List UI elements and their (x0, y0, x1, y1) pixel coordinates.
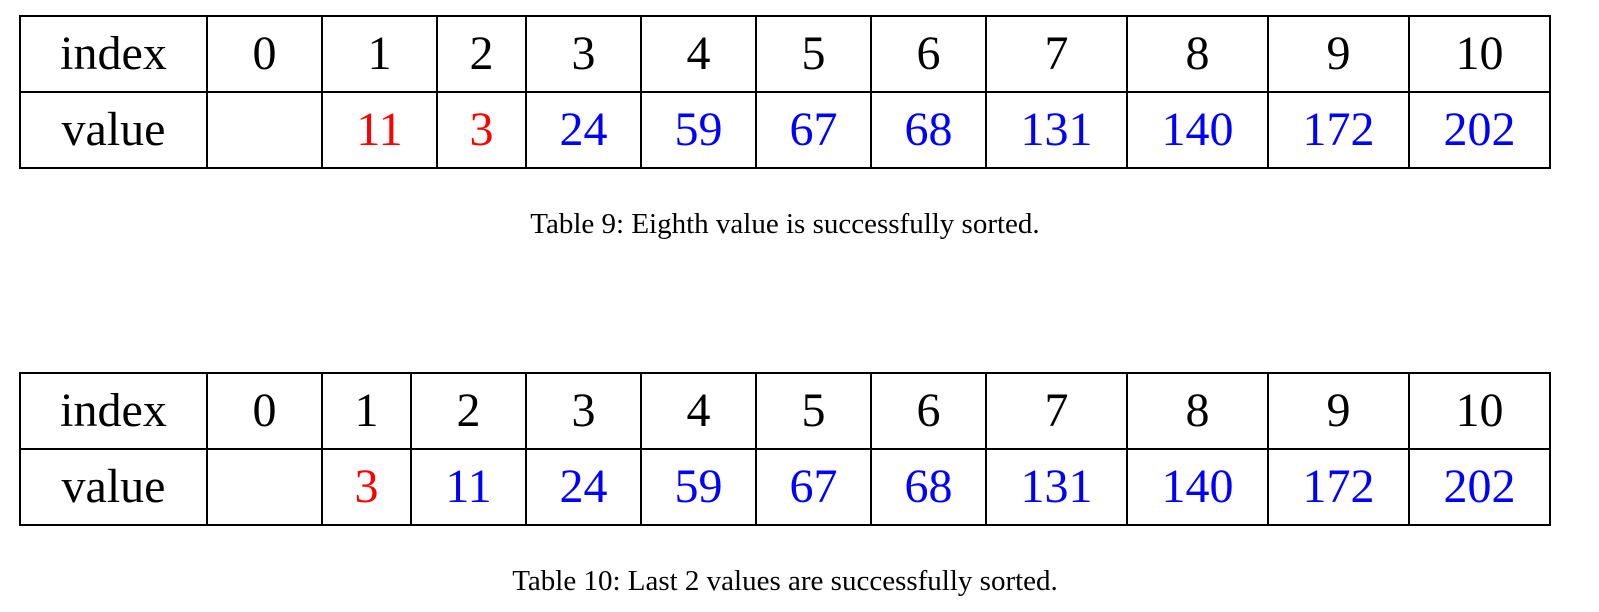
index-cell: 10 (1409, 373, 1550, 449)
index-cell: 1 (322, 373, 411, 449)
index-row (20, 373, 1550, 449)
value-cell: 131 (986, 449, 1127, 525)
value-cell: 140 (1127, 92, 1268, 168)
value-cell: 67 (756, 92, 871, 168)
index-row-label: index (20, 373, 207, 449)
index-cell: 6 (871, 16, 986, 92)
value-cell: 3 (437, 92, 526, 168)
value-cell (207, 92, 322, 168)
value-cell: 59 (641, 449, 756, 525)
index-cell: 2 (437, 16, 526, 92)
index-cell: 9 (1268, 16, 1409, 92)
index-cell: 4 (641, 16, 756, 92)
index-cell: 1 (322, 16, 437, 92)
value-cell: 3 (322, 449, 411, 525)
index-cell: 0 (207, 373, 322, 449)
value-cell: 24 (526, 449, 641, 525)
index-cell: 8 (1127, 373, 1268, 449)
index-cell: 3 (526, 16, 641, 92)
index-row (20, 16, 1550, 92)
value-cell: 140 (1127, 449, 1268, 525)
value-row (20, 449, 1550, 525)
value-cell: 202 (1409, 92, 1550, 168)
value-cell (207, 449, 322, 525)
value-cell: 202 (1409, 449, 1550, 525)
index-cell: 5 (756, 373, 871, 449)
index-cell: 10 (1409, 16, 1550, 92)
table-10 (19, 372, 1551, 526)
index-cell: 3 (526, 373, 641, 449)
value-cell: 68 (871, 449, 986, 525)
table-9 (19, 15, 1551, 169)
index-cell: 5 (756, 16, 871, 92)
value-cell: 11 (322, 92, 437, 168)
value-cell: 172 (1268, 449, 1409, 525)
index-cell: 2 (411, 373, 526, 449)
index-cell: 9 (1268, 373, 1409, 449)
index-cell: 4 (641, 373, 756, 449)
table-9-caption: Table 9: Eighth value is successfully sorted. (530, 208, 1040, 240)
index-cell: 6 (871, 373, 986, 449)
value-row (20, 92, 1550, 168)
value-row-label: value (20, 92, 207, 168)
table-10-caption: Table 10: Last 2 values are successfully sorted. (512, 565, 1058, 597)
value-cell: 11 (411, 449, 526, 525)
value-cell: 131 (986, 92, 1127, 168)
value-cell: 67 (756, 449, 871, 525)
index-cell: 8 (1127, 16, 1268, 92)
index-cell: 7 (986, 373, 1127, 449)
value-cell: 24 (526, 92, 641, 168)
value-cell: 68 (871, 92, 986, 168)
index-cell: 7 (986, 16, 1127, 92)
index-cell: 0 (207, 16, 322, 92)
value-cell: 172 (1268, 92, 1409, 168)
value-cell: 59 (641, 92, 756, 168)
index-row-label: index (20, 16, 207, 92)
value-row-label: value (20, 449, 207, 525)
